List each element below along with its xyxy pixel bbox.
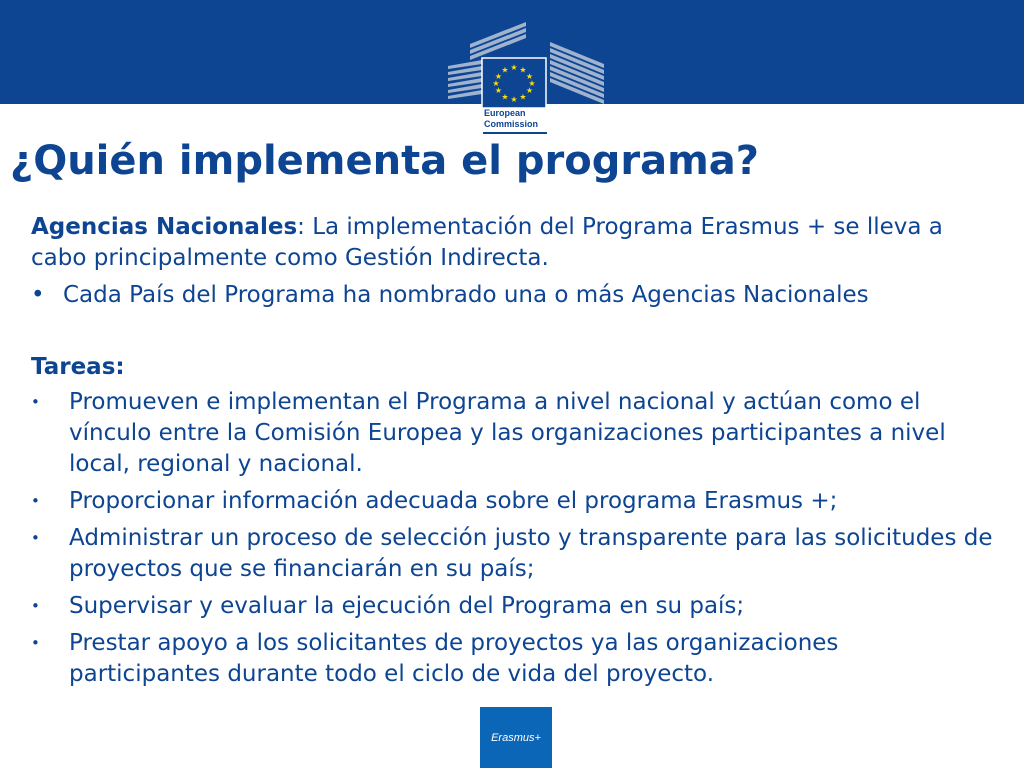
svg-text:★: ★ (492, 79, 500, 88)
intro-bold: Agencias Nacionales (31, 214, 298, 240)
bullet-dot-icon: • (31, 529, 40, 547)
svg-text:★: ★ (519, 92, 527, 102)
list-item (31, 523, 996, 585)
svg-text:★: ★ (528, 79, 536, 88)
svg-text:★: ★ (525, 86, 534, 95)
intro-paragraph (31, 212, 996, 274)
task-text: Administrar un proceso de selección justo y transparente para las solicitudes de proyectos que se financiarán en su país; (69, 525, 993, 582)
bullet-dot-icon: • (31, 597, 40, 615)
svg-text:★: ★ (525, 72, 534, 81)
list-item (31, 486, 996, 517)
logo-wordmark: European Commission (484, 108, 539, 129)
bullet-dot-icon: • (31, 634, 40, 652)
bullet-dot-icon: • (31, 393, 40, 411)
list-item (31, 387, 996, 480)
list-item (31, 628, 996, 690)
task-text: Prestar apoyo a los solicitantes de proyectos ya las organizaciones participantes durante todo el ciclo de vida del proyecto. (69, 630, 839, 687)
tasks-list (31, 387, 996, 690)
erasmus-plus-badge (480, 707, 552, 768)
erasmus-badge-label: Erasmus+ (491, 731, 541, 744)
task-text: Promueven e implementan el Programa a nivel nacional y actúan como el vínculo entre la Comisión Europea y las organizaciones participantes a nivel local, regional y nacional. (69, 389, 946, 477)
svg-text:★: ★ (494, 86, 503, 95)
svg-text:★: ★ (519, 65, 527, 75)
svg-text:★: ★ (494, 72, 503, 81)
svg-text:★: ★ (510, 63, 518, 72)
agency-bullet-text: Cada País del Programa ha nombrado una o más Agencias Nacionales (63, 282, 869, 308)
agency-bullet (31, 280, 996, 311)
task-text: Proporcionar información adecuada sobre el programa Erasmus +; (69, 488, 838, 514)
slide-title: ¿Quién implementa el programa? (10, 138, 759, 184)
bullet-dot-icon: • (31, 492, 40, 510)
svg-text:★: ★ (501, 92, 509, 102)
task-text: Supervisar y evaluar la ejecución del Programa en su país; (69, 593, 745, 619)
svg-text:★: ★ (501, 65, 509, 75)
list-item (31, 591, 996, 622)
tasks-heading: Tareas: (31, 354, 125, 380)
svg-text:★: ★ (510, 95, 518, 104)
logo-underline (483, 132, 547, 134)
slide-body (31, 212, 996, 696)
bullet-dot-icon: • (31, 282, 45, 308)
intro-text: : La implementación del Programa Erasmus + se lleva a cabo principalmente como Gestión Indirecta. (31, 214, 943, 271)
